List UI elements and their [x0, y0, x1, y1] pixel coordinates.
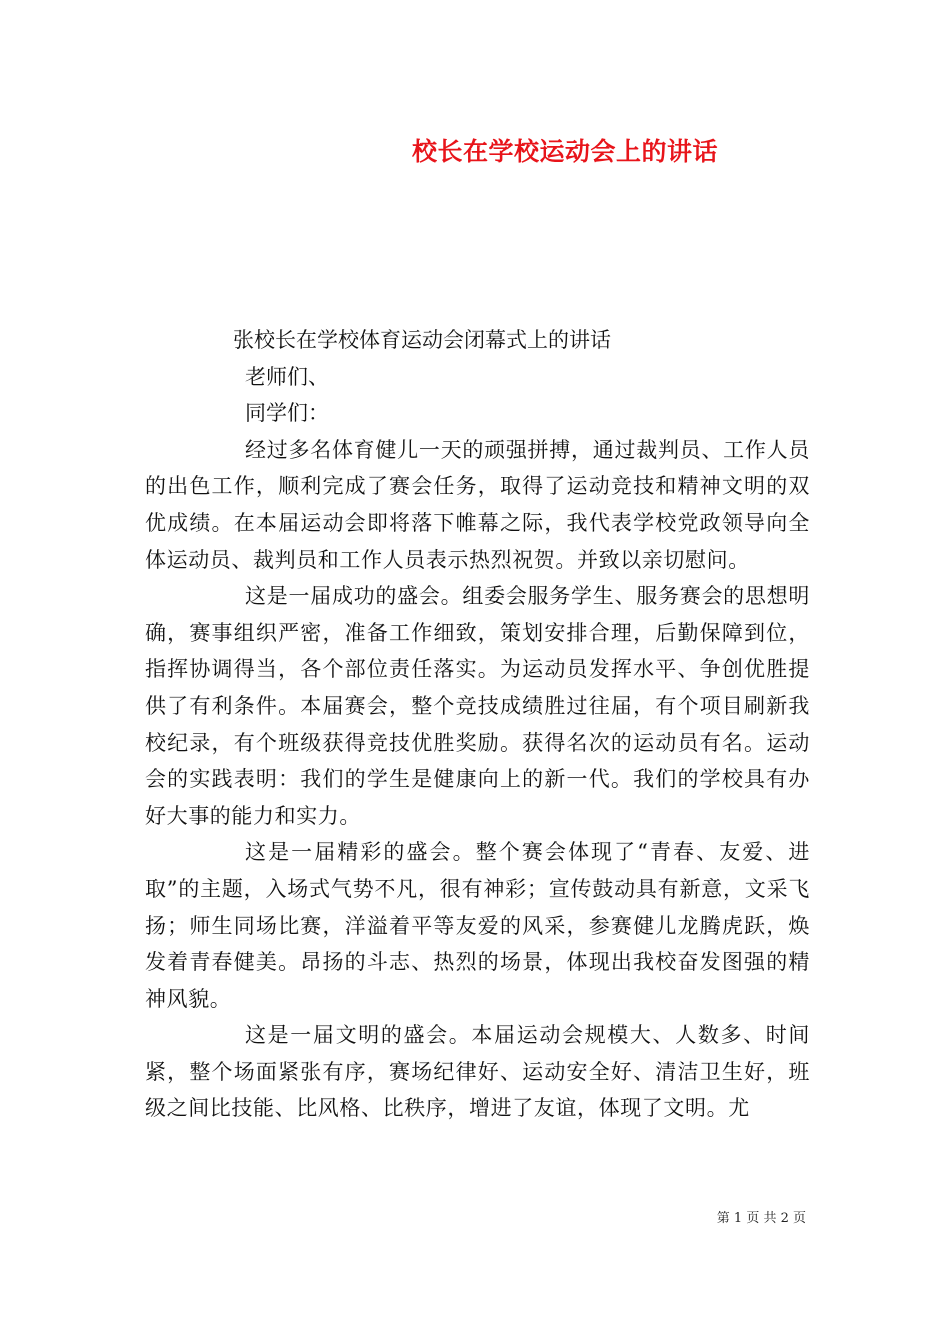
paragraph-3: 这是一届精彩的盛会。整个赛会体现了“青春、友爱、进取”的主题，入场式气势不凡，很有神彩；宣传鼓动具有新意，文采飞扬；师生同场比赛，洋溢着平等友爱的风采，参赛健儿龙腾虎跃，焕发着青春健美。昂扬的斗志、热烈的场景，体现出我校奋发图强的精神风貌。 — [145, 840, 810, 1011]
document-body — [145, 322, 810, 1127]
paragraph-1: 经过多名体育健儿一天的顽强拼搏，通过裁判员、工作人员的出色工作，顺利完成了赛会任务，取得了运动竞技和精神文明的双优成绩。在本届运动会即将落下帷幕之际，我代表学校党政领导向全体运动员、裁判员和工作人员表示热烈祝贺。并致以亲切慰问。 — [145, 437, 810, 572]
paragraph-2: 这是一届成功的盛会。组委会服务学生、服务赛会的思想明确，赛事组织严密，准备工作细致，策划安排合理，后勤保障到位，指挥协调得当，各个部位责任落实。为运动员发挥水平、争创优胜提供了有利条件。本届赛会，整个竞技成绩胜过往届，有个项目刷新我校纪录，有个班级获得竞技优胜奖励。获得名次的运动员有名。运动会的实践表明：我们的学生是健康向上的新一代。我们的学校具有办好大事的能力和实力。 — [145, 584, 810, 828]
salutation-students: 同学们： — [245, 401, 329, 426]
salutation-teachers: 老师们、 — [245, 364, 329, 389]
page-number: 第 1 页 共 2 页 — [716, 1211, 806, 1226]
speech-subtitle: 张校长在学校体育运动会闭幕式上的讲话 — [233, 328, 611, 352]
paragraph-4: 这是一届文明的盛会。本届运动会规模大、人数多、时间紧，整个场面紧张有序，赛场纪律好、运动安全好、清洁卫生好，班级之间比技能、比风格、比秩序，增进了友谊，体现了文明。尤 — [145, 1023, 810, 1121]
document-title: 校长在学校运动会上的讲话 — [411, 137, 718, 166]
